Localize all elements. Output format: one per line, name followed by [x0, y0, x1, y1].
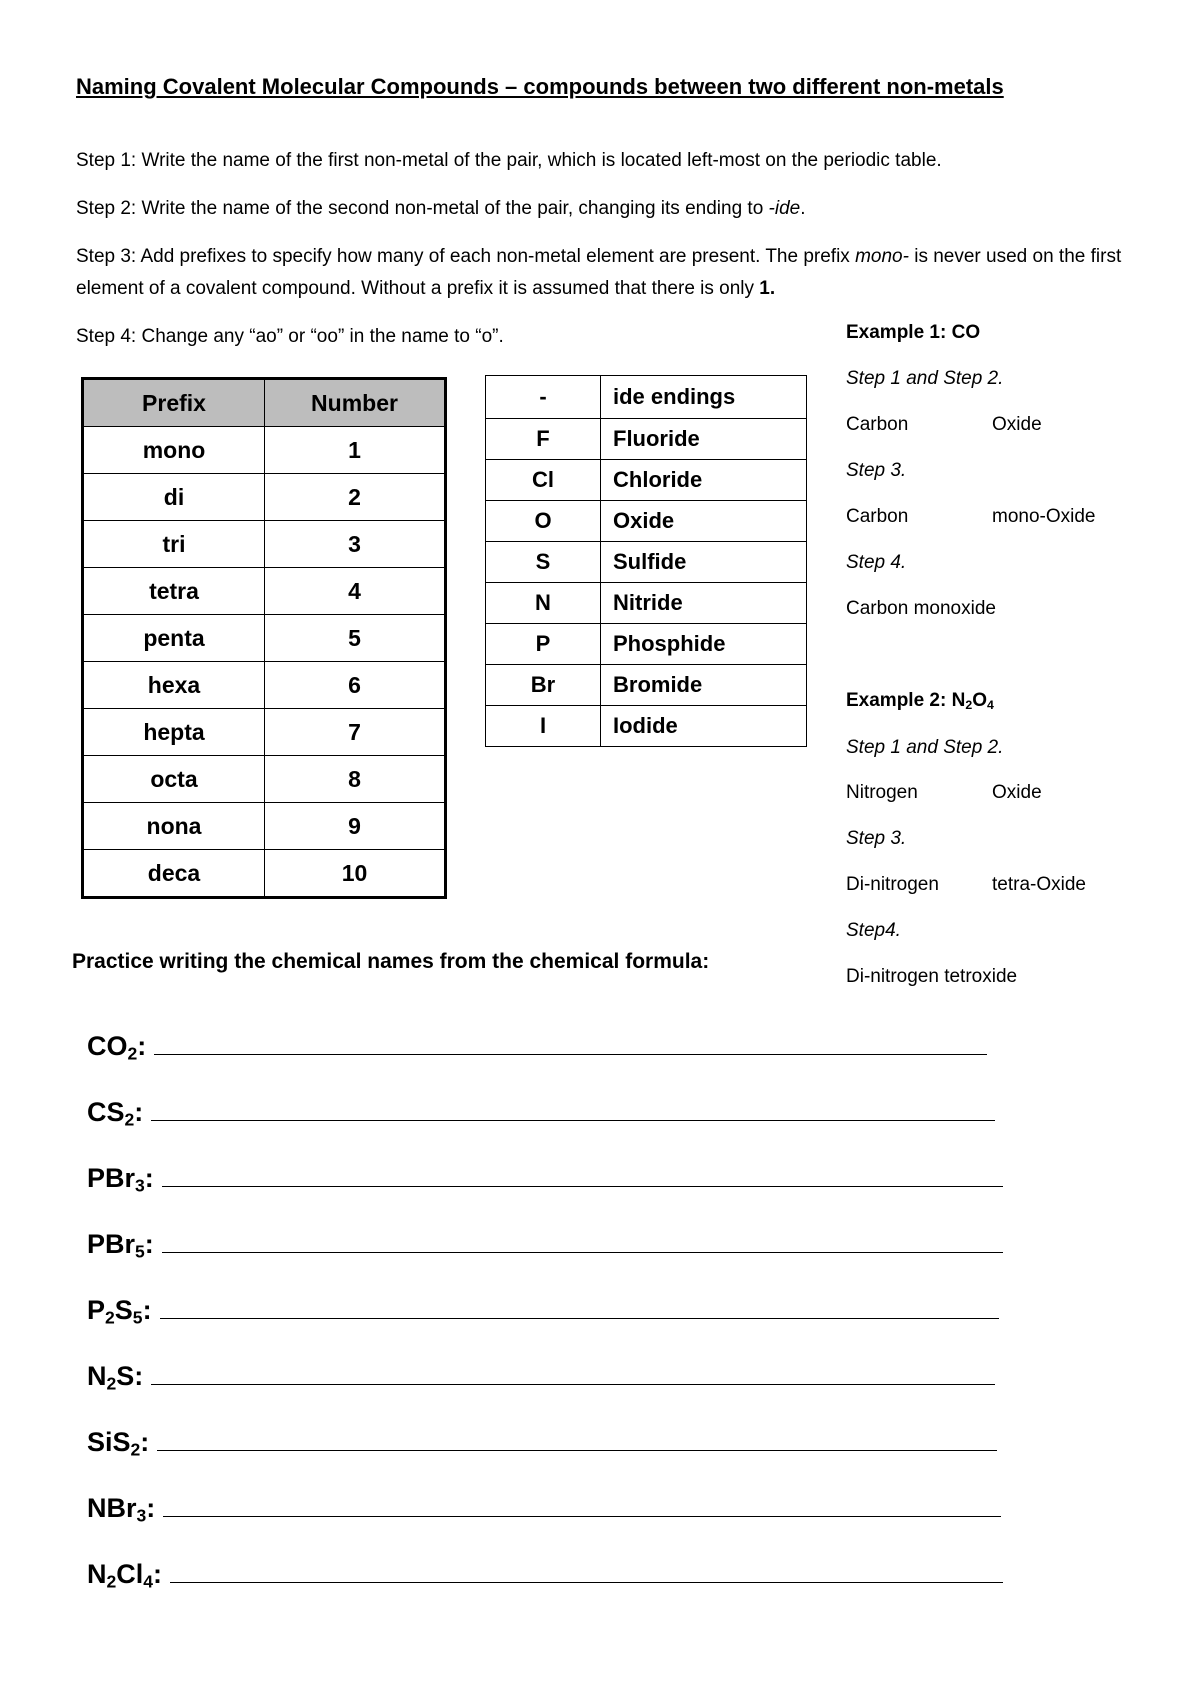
formula-text: :	[153, 1559, 163, 1589]
answer-blank[interactable]	[160, 1294, 999, 1319]
example-2-step3: Step 3.	[846, 828, 907, 849]
formula-subscript: 4	[143, 1571, 154, 1592]
ide-name-cell: Phosphide	[601, 624, 807, 665]
step-2-end: .	[800, 198, 806, 219]
example-2-a2: Oxide	[992, 782, 1042, 803]
formula-text: SiS	[87, 1427, 131, 1457]
formula-text: :	[142, 1295, 152, 1325]
prefix-cell: di	[83, 474, 265, 521]
formula-subscript: 2	[106, 1571, 117, 1592]
practice-item	[87, 1162, 1003, 1196]
ide-row	[486, 583, 807, 624]
ide-endings-table	[485, 375, 807, 747]
ide-name-cell: Iodide	[601, 706, 807, 747]
example-2-row-b	[846, 874, 1086, 896]
example-1-step4: Step 4.	[846, 552, 907, 573]
example-2-title-a: Example 2: N	[846, 690, 966, 711]
example-2-step4: Step4.	[846, 920, 901, 941]
prefix-cell: hexa	[83, 662, 265, 709]
ide-name-cell: Bromide	[601, 665, 807, 706]
prefix-row	[83, 521, 446, 568]
step-4-label: Step 4:	[76, 326, 137, 347]
example-1-row-a	[846, 414, 1042, 436]
formula-text: PBr	[87, 1229, 136, 1259]
ide-row	[486, 542, 807, 583]
prefix-cell: deca	[83, 850, 265, 898]
example-1-b1: Carbon	[846, 506, 909, 527]
formula-text: CS	[87, 1097, 125, 1127]
example-1-b2: mono-Oxide	[992, 506, 1096, 527]
number-cell: 10	[265, 850, 446, 898]
example-1-row-b	[846, 506, 1096, 528]
element-symbol-cell: N	[486, 583, 601, 624]
formula-subscript: 2	[124, 1109, 135, 1130]
number-cell: 4	[265, 568, 446, 615]
formula-subscript: 2	[105, 1307, 115, 1328]
step-3-text: Add prefixes to specify how many of each non-metal element are present. The prefix	[136, 246, 856, 267]
formula-label	[87, 1097, 144, 1130]
prefix-cell: penta	[83, 615, 265, 662]
prefix-cell: tetra	[83, 568, 265, 615]
element-symbol-cell: Cl	[486, 460, 601, 501]
step-2-label: Step 2:	[76, 198, 137, 219]
step-4-text: Change any “ao” or “oo” in the name to “o”.	[136, 326, 504, 347]
step-1	[76, 145, 1156, 177]
ide-name-cell: Oxide	[601, 501, 807, 542]
practice-item	[87, 1294, 999, 1328]
number-cell: 3	[265, 521, 446, 568]
example-2-title-b: O	[972, 690, 987, 711]
formula-text: :	[140, 1427, 150, 1457]
formula-text: :	[134, 1097, 144, 1127]
number-cell: 1	[265, 427, 446, 474]
prefix-row	[83, 850, 446, 898]
step-4	[76, 321, 776, 353]
number-cell: 5	[265, 615, 446, 662]
formula-label	[87, 1559, 163, 1592]
prefix-cell: octa	[83, 756, 265, 803]
ide-header-dash: -	[486, 376, 601, 419]
formula-text: :	[146, 1493, 156, 1523]
example-2-title-sub2: 4	[986, 698, 994, 713]
practice-item	[87, 1492, 1001, 1526]
step-3	[76, 241, 1156, 305]
formula-text: P	[87, 1295, 106, 1325]
step-2-text: Write the name of the second non-metal of the pair, changing its ending to	[136, 198, 769, 219]
example-1-a1: Carbon	[846, 414, 909, 435]
formula-text: S	[114, 1295, 133, 1325]
page-title: Naming Covalent Molecular Compounds – compounds between two different non-metals	[76, 74, 1004, 99]
prefix-cell: nona	[83, 803, 265, 850]
formula-text: :	[137, 1031, 147, 1061]
ide-name-cell: Chloride	[601, 460, 807, 501]
practice-item	[87, 1360, 995, 1394]
practice-item	[87, 1558, 1003, 1592]
prefix-cell: hepta	[83, 709, 265, 756]
ide-table-header	[486, 376, 807, 419]
element-symbol-cell: P	[486, 624, 601, 665]
prefix-table	[81, 377, 447, 899]
formula-text: S:	[116, 1361, 144, 1391]
prefix-row	[83, 615, 446, 662]
formula-label	[87, 1031, 147, 1064]
number-header: Number	[265, 379, 446, 427]
step-3-one: 1.	[759, 278, 776, 299]
formula-label	[87, 1229, 154, 1262]
example-2-result: Di-nitrogen tetroxide	[846, 966, 1018, 987]
element-symbol-cell: S	[486, 542, 601, 583]
example-2-row-a	[846, 782, 1042, 804]
ide-name-cell: Sulfide	[601, 542, 807, 583]
formula-subscript: 5	[132, 1307, 143, 1328]
formula-text: Cl	[116, 1559, 144, 1589]
element-symbol-cell: F	[486, 419, 601, 460]
prefix-row	[83, 803, 446, 850]
element-symbol-cell: Br	[486, 665, 601, 706]
formula-text: :	[144, 1229, 154, 1259]
step-2-ide: -ide	[768, 198, 801, 219]
practice-item	[87, 1030, 987, 1064]
step-1-label: Step 1:	[76, 150, 137, 171]
formula-subscript: 2	[127, 1043, 138, 1064]
answer-blank[interactable]	[162, 1162, 1003, 1187]
ide-row	[486, 460, 807, 501]
prefix-header: Prefix	[83, 379, 265, 427]
formula-text: CO	[87, 1031, 128, 1061]
formula-label	[87, 1361, 144, 1394]
prefix-table-header	[83, 379, 446, 427]
ide-row	[486, 706, 807, 747]
practice-item	[87, 1228, 1003, 1262]
formula-subscript: 3	[135, 1175, 145, 1196]
formula-text: :	[144, 1163, 154, 1193]
example-1-title: Example 1: CO	[846, 322, 981, 343]
formula-text: NBr	[87, 1493, 137, 1523]
formula-subscript: 3	[136, 1505, 147, 1526]
example-1-a2: Oxide	[992, 414, 1042, 435]
ide-row	[486, 501, 807, 542]
formula-label	[87, 1427, 150, 1460]
ide-name-cell: Nitride	[601, 583, 807, 624]
formula-subscript: 2	[130, 1439, 141, 1460]
example-1-step12: Step 1 and Step 2.	[846, 368, 1004, 389]
ide-row	[486, 665, 807, 706]
example-2-a1: Nitrogen	[846, 782, 918, 803]
example-2-step12: Step 1 and Step 2.	[846, 737, 1004, 758]
formula-text: N	[87, 1361, 107, 1391]
example-1-step3: Step 3.	[846, 460, 907, 481]
step-2	[76, 193, 1156, 225]
formula-text: PBr	[87, 1163, 136, 1193]
ide-name-cell: Fluoride	[601, 419, 807, 460]
answer-blank[interactable]	[170, 1558, 1003, 1583]
formula-label	[87, 1295, 152, 1328]
prefix-row	[83, 662, 446, 709]
formula-label	[87, 1493, 156, 1526]
answer-blank[interactable]	[154, 1030, 987, 1055]
formula-text: N	[87, 1559, 107, 1589]
example-2-b1: Di-nitrogen	[846, 874, 939, 895]
formula-subscript: 5	[135, 1241, 145, 1262]
ide-header: ide endings	[601, 376, 807, 419]
ide-row	[486, 419, 807, 460]
example-2-b2: tetra-Oxide	[992, 874, 1086, 895]
answer-blank[interactable]	[157, 1426, 997, 1451]
step-1-text: Write the name of the first non-metal of the pair, which is located left-most on the periodic table.	[136, 150, 942, 171]
example-2-title-sub1: 2	[965, 698, 973, 713]
prefix-row	[83, 568, 446, 615]
number-cell: 9	[265, 803, 446, 850]
ide-row	[486, 624, 807, 665]
element-symbol-cell: O	[486, 501, 601, 542]
formula-subscript: 2	[106, 1373, 117, 1394]
number-cell: 8	[265, 756, 446, 803]
practice-item	[87, 1096, 995, 1130]
number-cell: 6	[265, 662, 446, 709]
prefix-cell: mono	[83, 427, 265, 474]
practice-title: Practice writing the chemical names from the chemical formula:	[72, 950, 710, 973]
prefix-row	[83, 427, 446, 474]
prefix-row	[83, 756, 446, 803]
prefix-row	[83, 474, 446, 521]
element-symbol-cell: I	[486, 706, 601, 747]
example-2-title	[846, 690, 994, 712]
prefix-cell: tri	[83, 521, 265, 568]
answer-blank[interactable]	[163, 1492, 1001, 1517]
step-3-mono: mono-	[855, 246, 909, 267]
answer-blank[interactable]	[151, 1360, 995, 1385]
prefix-row	[83, 709, 446, 756]
step-3-label: Step 3:	[76, 246, 137, 267]
number-cell: 7	[265, 709, 446, 756]
example-1-result: Carbon monoxide	[846, 598, 996, 619]
answer-blank[interactable]	[162, 1228, 1003, 1253]
formula-label	[87, 1163, 154, 1196]
number-cell: 2	[265, 474, 446, 521]
answer-blank[interactable]	[151, 1096, 995, 1121]
step-3-text-b: is never used on the first element of a covalent compound. Without a prefix it is assumed that there is only	[76, 246, 1122, 299]
practice-item	[87, 1426, 997, 1460]
